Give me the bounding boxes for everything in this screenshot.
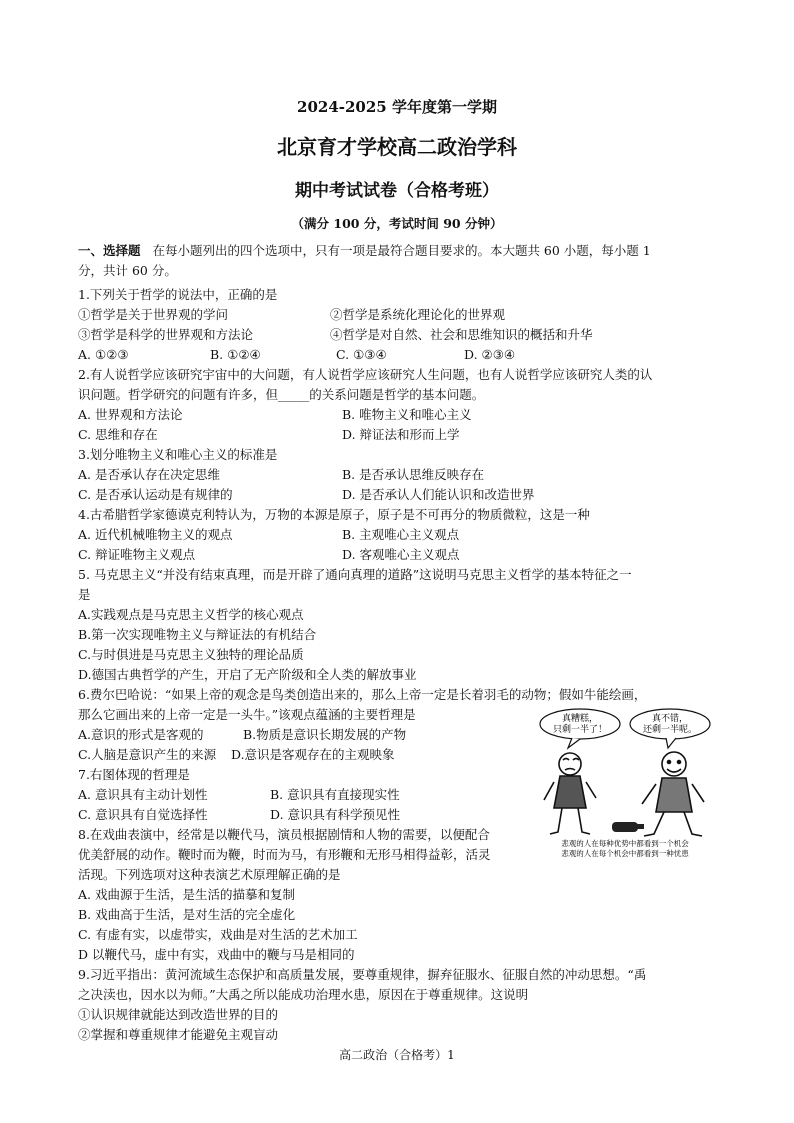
question-5-line-2: 是 (78, 587, 91, 602)
cartoon-drawing (532, 708, 718, 858)
q4-option-a: A. 近代机械唯物主义的观点 (78, 527, 233, 542)
q3-option-d: D. 是否承认人们能认识和改造世界 (342, 487, 535, 502)
q4-option-d: D. 客观唯心主义观点 (342, 547, 460, 562)
cartoon-caption-2: 悲观的人在每个机会中都看到一种忧患 (561, 849, 689, 858)
question-8-line-2: 优美舒展的动作。鞭时而为鞭，时而为马，有形鞭和无形马相得益彰，活灵 (78, 847, 491, 862)
exam-note: （满分 100 分，考试时间 90 分钟） (291, 216, 503, 231)
question-5-line-1: 5. 马克思主义“并没有结束真理，而是开辟了通向真理的道路”这说明马克思主义哲学的基本特征之一 (78, 567, 632, 582)
q4-option-b: B. 主观唯心主义观点 (342, 527, 460, 542)
q2-option-d: D. 辩证法和形而上学 (342, 427, 460, 442)
question-3-stem: 3.划分唯物主义和唯心主义的标准是 (78, 447, 278, 462)
q8-option-c: C. 有虚有实，以虚带实，戏曲是对生活的艺术加工 (78, 927, 358, 942)
question-4-stem: 4.古希腊哲学家德谟克利特认为，万物的本源是原子，原子是不可再分的物质微粒，这是一种 (78, 507, 590, 522)
left-bubble-line-1: 真糟糕， (561, 714, 599, 724)
q9-item-2: ②掌握和尊重规律才能避免主观盲动 (78, 1027, 279, 1042)
page-footer: 高二政治（合格考）1 (339, 1048, 455, 1062)
q6-option-d: D.意识是客观存在的主观映象 (231, 747, 395, 762)
school-title: 北京育才学校高二政治学科 (277, 135, 517, 159)
question-9-line-1: 9.习近平指出：黄河流域生态保护和高质量发展，要尊重规律，摒弃征服水、征服自然的冲动思想。“禹 (78, 967, 647, 982)
optimist-figure (642, 752, 704, 836)
q8-option-d: D 以鞭代马，虚中有实，戏曲中的鞭与马是相同的 (78, 947, 355, 962)
q5-option-d: D.德国古典哲学的产生，开启了无产阶级和全人类的解放事业 (78, 667, 417, 682)
q1-item-1: ①哲学是关于世界观的学问 (78, 307, 229, 322)
q5-option-b: B.第一次实现唯物主义与辩证法的有机结合 (78, 627, 317, 642)
question-8-line-1: 8.在戏曲表演中，经常是以鞭代马，演员根据剧情和人物的需要，以便配合 (78, 827, 490, 842)
section-instr-2: 分，共计 60 分。 (78, 263, 177, 278)
right-bubble-line-1: 真不错， (651, 714, 689, 724)
q3-option-c: C. 是否承认运动是有规律的 (78, 487, 233, 502)
section-title: 一、选择题 (78, 243, 141, 258)
q1-item-2: ②哲学是系统化理论化的世界观 (330, 307, 506, 322)
q7-option-b: B. 意识具有直接现实性 (270, 787, 400, 802)
pessimist-figure (544, 753, 596, 834)
q3-option-a: A. 是否承认存在决定思维 (78, 467, 220, 482)
question-2-line-1: 2.有人说哲学应该研究宇宙中的大问题，有人说哲学应该研究人生问题，也有人说哲学应该研究人类的认 (78, 367, 653, 382)
term-title: 2024-2025 学年度第一学期 (297, 98, 497, 116)
bottle-icon (612, 822, 644, 832)
exam-title: 期中考试试卷（合格考班） (295, 181, 499, 201)
q3-option-b: B. 是否承认思维反映存在 (342, 467, 485, 482)
q5-option-c: C.与时俱进是马克思主义独特的理论品质 (78, 647, 304, 662)
q8-option-a: A. 戏曲源于生活，是生活的描摹和复制 (78, 887, 295, 902)
question-2-line-2: 识问题。哲学研究的问题有许多，但_____的关系问题是哲学的基本问题。 (78, 387, 485, 402)
question-7-stem: 7.右图体现的哲理是 (78, 767, 190, 782)
question-1-stem: 1.下列关于哲学的说法中，正确的是 (78, 287, 278, 302)
cartoon-illustration (532, 708, 718, 858)
right-bubble-line-2: 还剩一半呢。 (642, 725, 698, 735)
q1-option-a: A. ①②③ (78, 347, 129, 362)
q2-option-b: B. 唯物主义和唯心主义 (342, 407, 472, 422)
q7-option-d: D. 意识具有科学预见性 (270, 807, 401, 822)
q8-option-b: B. 戏曲高于生活，是对生活的完全虚化 (78, 907, 296, 922)
section-instructions (78, 242, 651, 260)
q2-option-a: A. 世界观和方法论 (78, 407, 183, 422)
q1-option-b: B. ①②④ (210, 347, 261, 362)
q2-option-c: C. 思维和存在 (78, 427, 158, 442)
q7-option-a: A. 意识具有主动计划性 (78, 787, 208, 802)
q6-option-c: C.人脑是意识产生的来源 (78, 747, 217, 762)
question-6-line-2: 那么它画出来的上帝一定是一头牛。”该观点蕴涵的主要哲理是 (78, 707, 416, 722)
question-9-line-2: 之决渎也，因水以为师。”大禹之所以能成功治理水患，原因在于尊重规律。这说明 (78, 987, 529, 1002)
left-bubble-line-2: 只剩一半了！ (552, 725, 608, 735)
q1-item-3: ③哲学是科学的世界观和方法论 (78, 327, 254, 342)
q1-item-4: ④哲学是对自然、社会和思维知识的概括和升华 (330, 327, 593, 342)
q6-option-b: B.物质是意识长期发展的产物 (243, 727, 407, 742)
q4-option-c: C. 辩证唯物主义观点 (78, 547, 196, 562)
q6-option-a: A.意识的形式是客观的 (78, 727, 204, 742)
q9-item-1: ①认识规律就能达到改造世界的目的 (78, 1007, 279, 1022)
question-8-line-3: 活现。下列选项对这种表演艺术原理解正确的是 (78, 867, 341, 882)
q5-option-a: A.实践观点是马克思主义哲学的核心观点 (78, 607, 304, 622)
cartoon-caption-1: 悲观的人在每种优势中都看到一个机会 (561, 839, 689, 848)
q1-option-d: D. ②③④ (464, 347, 516, 362)
q1-option-c: C. ①③④ (336, 347, 387, 362)
question-6-line-1: 6.费尔巴哈说：“如果上帝的观念是鸟类创造出来的，那么上帝一定是长着羽毛的动物；假如牛能绘画， (78, 687, 647, 702)
section-instr-1: 在每小题列出的四个选项中，只有一项是最符合题目要求的。本大题共 60 小题，每小题 1 (152, 243, 651, 258)
q7-option-c: C. 意识具有自觉选择性 (78, 807, 208, 822)
